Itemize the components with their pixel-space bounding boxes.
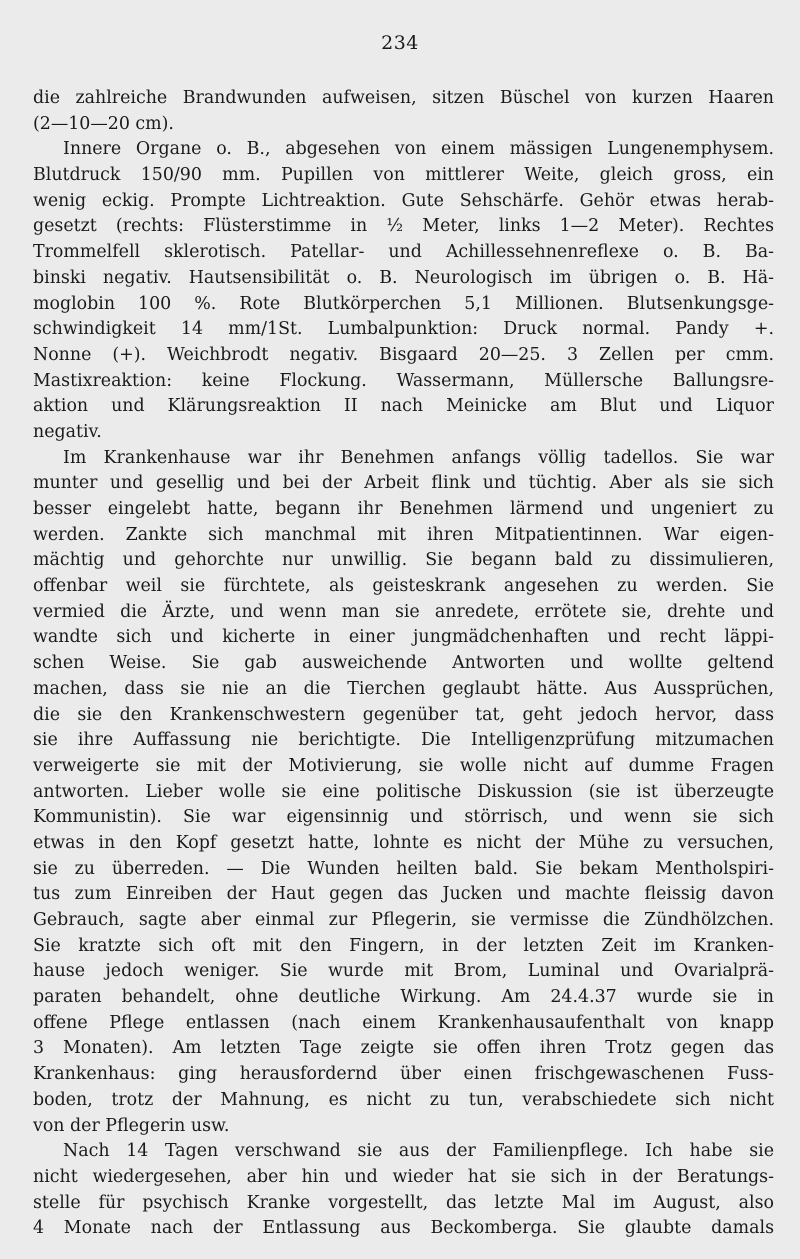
text-line: moglobin 100 %. Rote Blutkörperchen 5,1 Millionen. Blutsenkungsge- xyxy=(33,293,774,314)
text-line: Nach 14 Tagen verschwand sie aus der Familienpflege. Ich habe sie xyxy=(63,1141,774,1162)
text-line: Innere Organe o. B., abgesehen von einem mässigen Lungenemphysem. xyxy=(63,139,774,160)
text-line: etwas in den Kopf gesetzt hatte, lohnte es nicht der Mühe zu versuchen, xyxy=(33,832,774,853)
text-line: Blutdruck 150/90 mm. Pupillen von mittlerer Weite, gleich gross, ein xyxy=(33,165,774,186)
text-line: stelle für psychisch Kranke vorgestellt, das letzte Mal im August, also xyxy=(33,1192,774,1213)
text-line: mächtig und gehorchte nur unwillig. Sie begann bald zu dissimulieren, xyxy=(33,550,774,571)
text-line: (2—10—20 cm). xyxy=(33,113,174,134)
text-line: Nonne (+). Weichbrodt negativ. Bisgaard 20—25. 3 Zellen per cmm. xyxy=(33,344,774,365)
text-line: 3 Monaten). Am letzten Tage zeigte sie offen ihren Trotz gegen das xyxy=(33,1038,774,1059)
text-line: tus zum Einreiben der Haut gegen das Jucken und machte fleissig davon xyxy=(33,884,774,905)
text-line: paraten behandelt, ohne deutliche Wirkung. Am 24.4.37 wurde sie in xyxy=(33,987,774,1008)
text-line: nicht wiedergesehen, aber hin und wieder hat sie sich in der Beratungs- xyxy=(33,1166,774,1187)
text-line: vermied die Ärzte, und wenn man sie anredete, errötete sie, drehte und xyxy=(33,601,774,622)
text-line: offene Pflege entlassen (nach einem Krankenhausaufenthalt von knapp xyxy=(33,1012,774,1033)
text-line: schwindigkeit 14 mm/1St. Lumbalpunktion: Druck normal. Pandy +. xyxy=(33,319,774,340)
text-line: hause jedoch weniger. Sie wurde mit Brom, Luminal und Ovarialprä- xyxy=(33,961,774,982)
text-line: antworten. Lieber wolle sie eine politische Diskussion (sie ist überzeugte xyxy=(33,781,774,802)
text-line: sie zu überreden. — Die Wunden heilten bald. Sie bekam Mentholspiri- xyxy=(33,858,774,879)
text-line: gesetzt (rechts: Flüsterstimme in ½ Meter, links 1—2 Meter). Rechtes xyxy=(33,216,774,237)
text-line: Kommunistin). Sie war eigensinnig und störrisch, und wenn sie sich xyxy=(33,807,774,828)
text-line: negativ. xyxy=(33,421,102,442)
text-line: wenig eckig. Prompte Lichtreaktion. Gute Sehschärfe. Gehör etwas herab- xyxy=(33,190,774,211)
text-line: munter und gesellig und bei der Arbeit flink und tüchtig. Aber als sie sich xyxy=(33,473,774,494)
text-line: 4 Monate nach der Entlassung aus Beckomberga. Sie glaubte damals xyxy=(33,1218,774,1239)
text-line: aktion und Klärungsreaktion II nach Meinicke am Blut und Liquor xyxy=(33,396,774,417)
text-line: binski negativ. Hautsensibilität o. B. Neurologisch im übrigen o. B. Hä- xyxy=(33,267,774,288)
text-line: wandte sich und kicherte in einer jungmädchenhaften und recht läppi- xyxy=(33,627,774,648)
text-line: offenbar weil sie fürchtete, als geisteskrank angesehen zu werden. Sie xyxy=(33,576,774,597)
text-line: von der Pflegerin usw. xyxy=(33,1115,230,1136)
text-line: Gebrauch, sagte aber einmal zur Pflegerin, sie vermisse die Zündhölzchen. xyxy=(33,910,774,930)
text-line: besser eingelebt hatte, begann ihr Benehmen lärmend und ungeniert zu xyxy=(33,499,774,519)
text-line: Sie kratzte sich oft mit den Fingern, in der letzten Zeit im Kranken- xyxy=(33,935,774,956)
text-line: werden. Zankte sich manchmal mit ihren Mitpatientinnen. War eigen- xyxy=(33,524,774,545)
text-line: verweigerte sie mit der Motivierung, sie wolle nicht auf dumme Fragen xyxy=(33,755,774,776)
text-line: machen, dass sie nie an die Tierchen geglaubt hätte. Aus Aussprüchen, xyxy=(33,678,774,699)
text-line: schen Weise. Sie gab ausweichende Antworten und wollte geltend xyxy=(33,653,774,674)
page-number: 234 xyxy=(381,32,419,54)
text-line: Krankenhaus: ging herausfordernd über einen frischgewaschenen Fuss- xyxy=(33,1064,774,1085)
text-line: Mastixreaktion: keine Flockung. Wassermann, Müllersche Ballungsre- xyxy=(33,370,774,391)
text-line: Im Krankenhause war ihr Benehmen anfangs völlig tadellos. Sie war xyxy=(63,447,774,468)
text-line: die zahlreiche Brandwunden aufweisen, sitzen Büschel von kurzen Haaren xyxy=(33,88,774,108)
text-line: boden, trotz der Mahnung, es nicht zu tun, verabschiedete sich nicht xyxy=(33,1089,774,1110)
body-text xyxy=(33,86,774,1242)
text-line: sie ihre Auffassung nie berichtigte. Die Intelligenzprüfung mitzumachen xyxy=(33,730,774,751)
text-line: die sie den Krankenschwestern gegenüber tat, geht jedoch hervor, dass xyxy=(33,704,774,725)
text-line: Trommelfell sklerotisch. Patellar- und Achillessehnenreflexe o. B. Ba- xyxy=(33,242,774,263)
